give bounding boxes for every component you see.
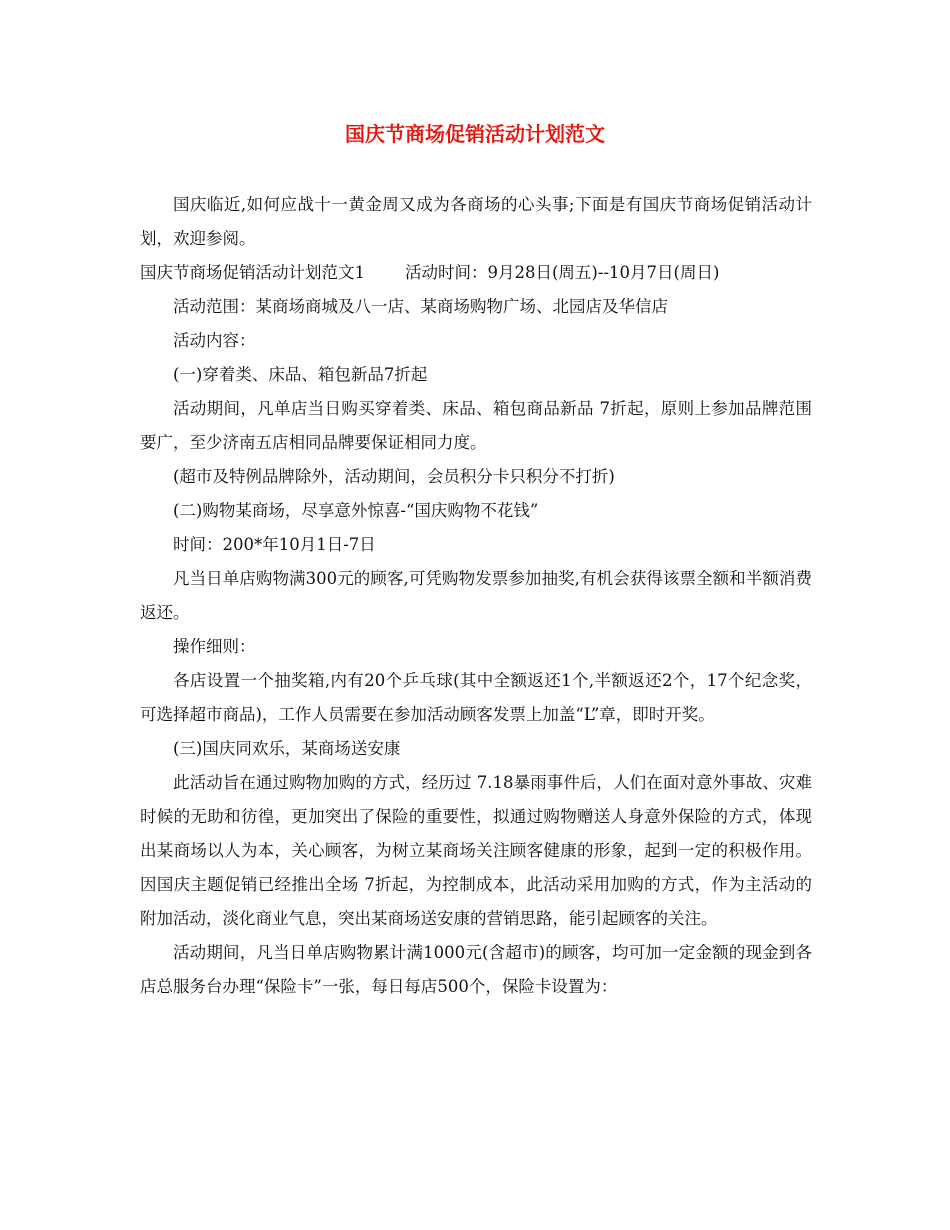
part3-body: 此活动旨在通过购物加购的方式，经历过 7.18暴雨事件后，人们在面对意外事故、灾难时候的无助和彷徨，更加突出了保险的重要性，拟通过购物赠送人身意外保险的方式，体现出某商场以人为本，关心顾客，为树立某商场关注顾客健康的形象，起到一定的积极作用。因国庆主题促销已经推出全场 7折起，为控制成本，此活动采用加购的方式，作为主活动的附加活动，淡化商业气息，突出某商场送安康的营销思路，能引起顾客的关注。 bbox=[140, 773, 812, 928]
part2-time: 时间：200*年10月1日-7日 bbox=[173, 535, 376, 554]
part2-rules: 各店设置一个抽奖箱,内有20个乒乓球(其中全额返还1个,半额返还2个，17个纪念奖，可选择超市商品)，工作人员需要在参加活动顾客发票上加盖“L”章，即时开奖。 bbox=[140, 671, 812, 724]
section-heading-line bbox=[140, 256, 812, 290]
part3-heading: (三)国庆同欢乐，某商场送安康 bbox=[173, 739, 401, 758]
part3-detail: 活动期间，凡当日单店购物累计满1000元(含超市)的顾客，均可加一定金额的现金到各店总服务台办理“保险卡”一张，每日每店500个，保险卡设置为： bbox=[140, 943, 812, 996]
part1-note: (超市及特例品牌除外，活动期间，会员积分卡只积分不打折) bbox=[173, 467, 615, 486]
part2-rules-label: 操作细则： bbox=[173, 637, 256, 656]
part2-heading: (二)购物某商场，尽享意外惊喜-“国庆购物不花钱” bbox=[173, 501, 539, 520]
part1-heading: (一)穿着类、床品、箱包新品7折起 bbox=[173, 365, 428, 384]
intro-paragraph: 国庆临近,如何应战十一黄金周又成为各商场的心头事;下面是有国庆节商场促销活动计划，欢迎参阅。 bbox=[140, 195, 812, 248]
part2-body: 凡当日单店购物满300元的顾客,可凭购物发票参加抽奖,有机会获得该票全额和半额消费返还。 bbox=[140, 569, 812, 622]
section-heading: 国庆节商场促销活动计划范文1 bbox=[140, 263, 365, 282]
activity-content-label: 活动内容： bbox=[173, 331, 256, 350]
part1-body: 活动期间，凡单店当日购买穿着类、床品、箱包商品新品 7折起，原则上参加品牌范围要广，至少济南五店相同品牌要保证相同力度。 bbox=[140, 399, 812, 452]
activity-time: 活动时间：9月28日(周五)--10月7日(周日) bbox=[405, 263, 720, 282]
document-body bbox=[140, 188, 812, 1004]
activity-scope: 活动范围：某商场商城及八一店、某商场购物广场、北园店及华信店 bbox=[173, 297, 668, 316]
document-title: 国庆节商场促销活动计划范文 bbox=[345, 122, 605, 146]
